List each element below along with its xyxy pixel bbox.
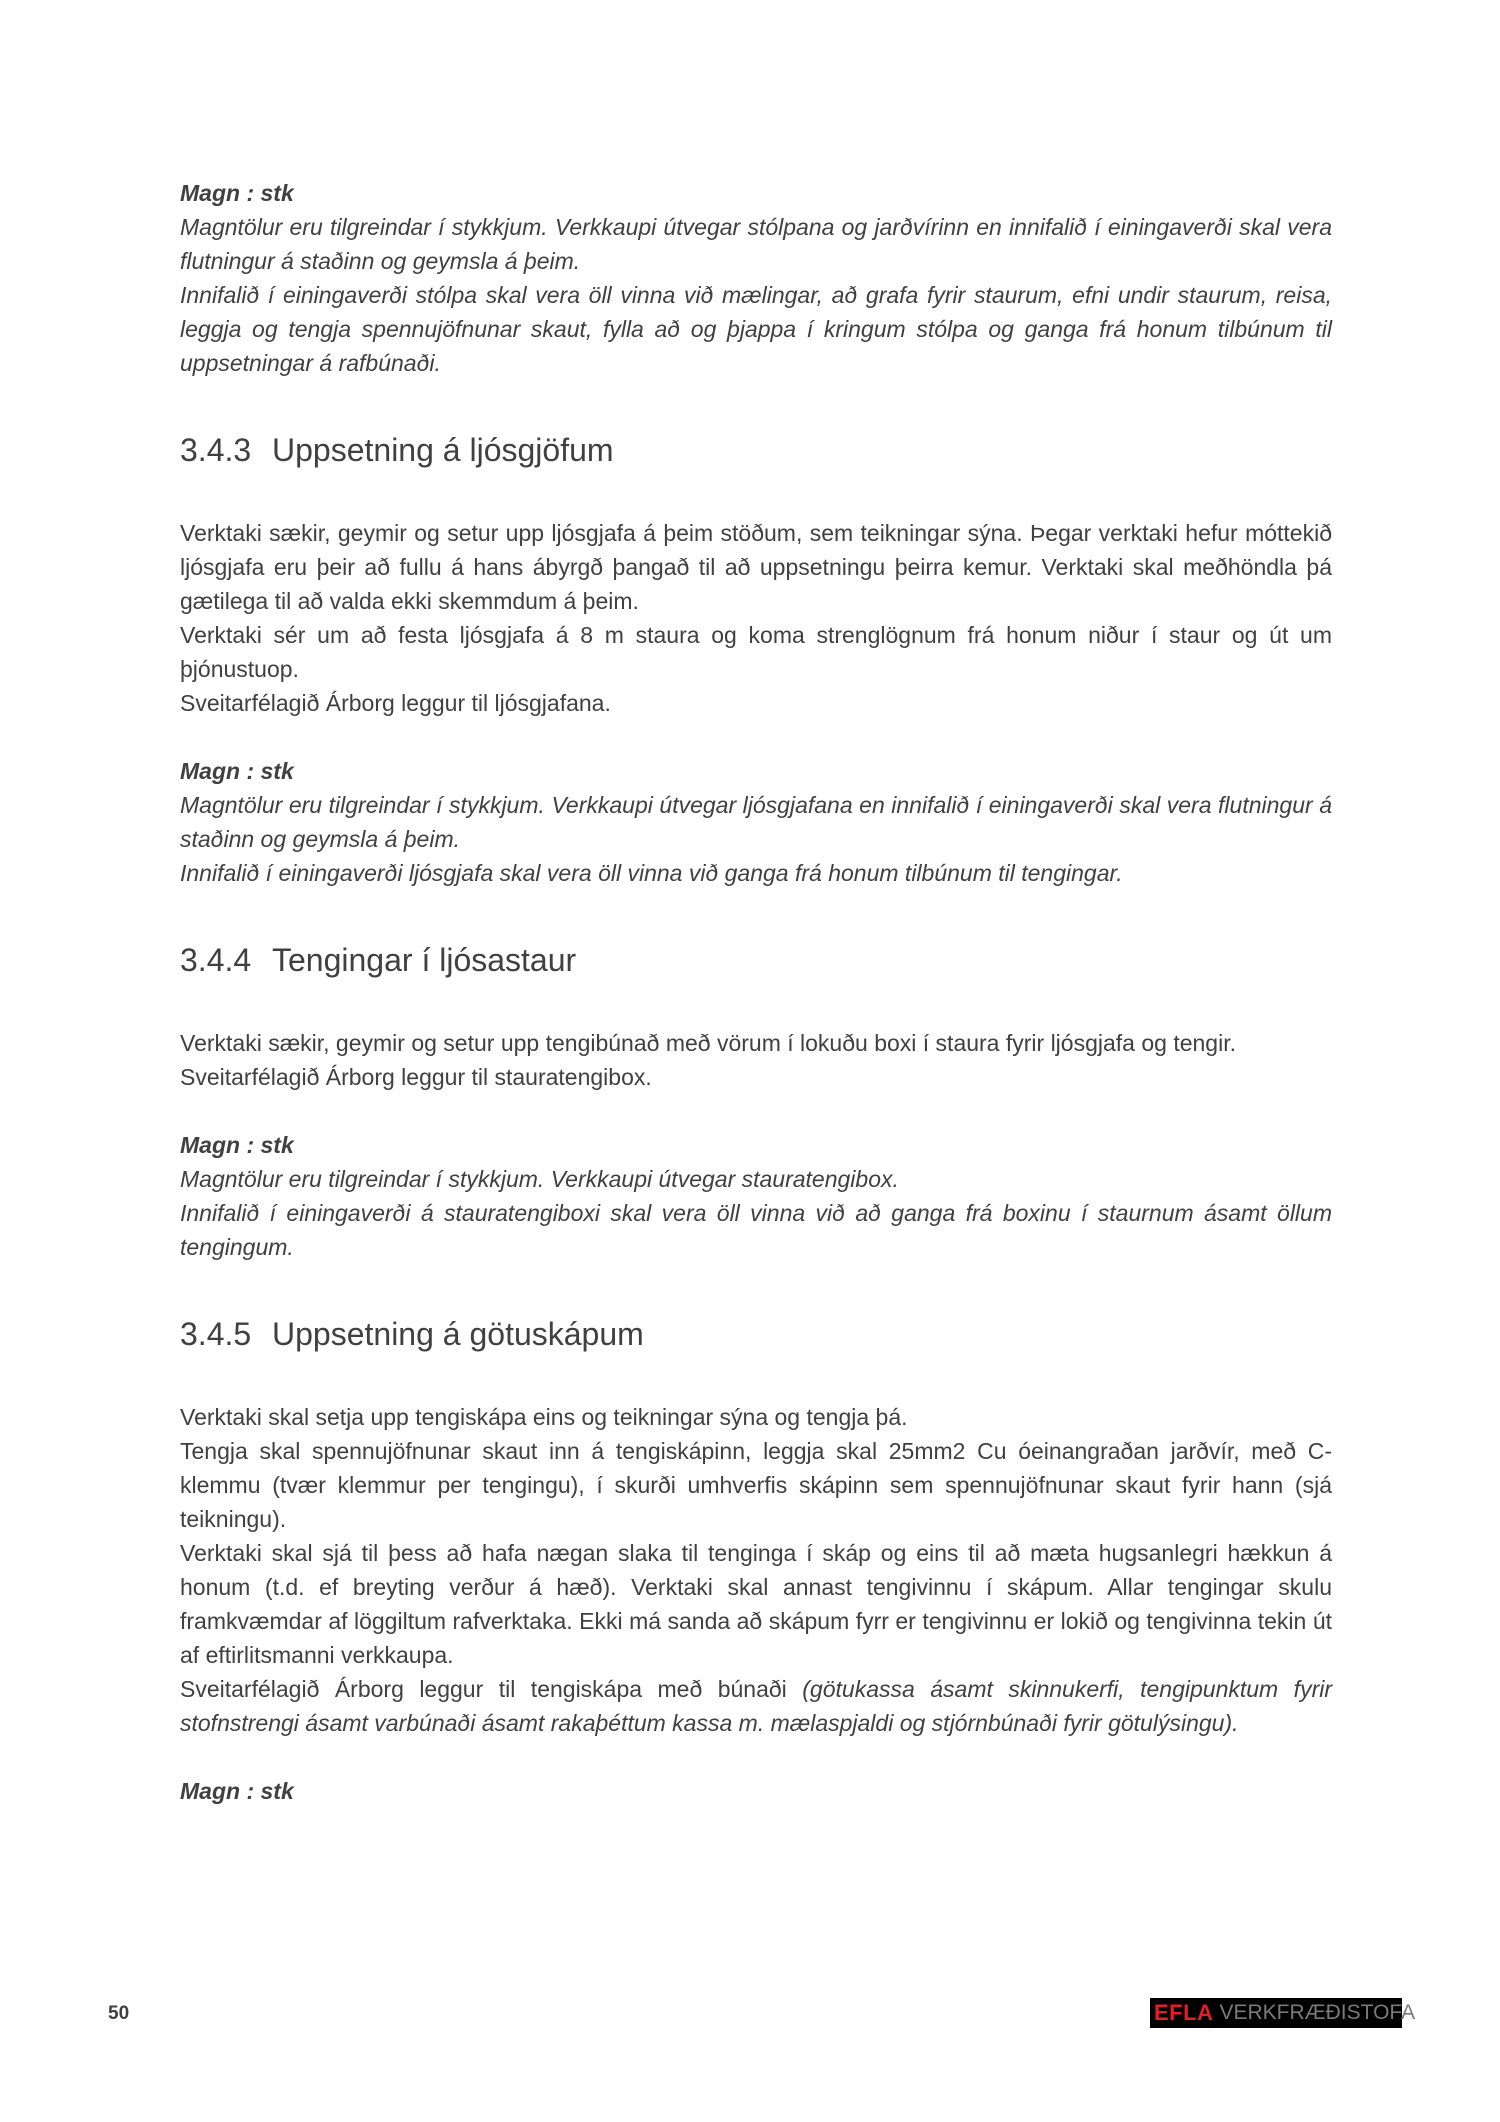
paragraph: Innifalið í einingaverði ljósgjafa skal vera öll vinna við ganga frá honum tilbúnum til tengingar. bbox=[180, 860, 1123, 886]
paragraph-italic-text: (götukassa ásamt skinnukerfi, tengipunktum fyrir stofnstrengi ásamt varbúnaði ásamt rakaþéttum kassa m. mælaspjaldi og stjórnbúnaði fyrir götulýsingu). bbox=[180, 1676, 1332, 1736]
paragraph: Verktaki skal sjá til þess að hafa nægan slaka til tenginga í skáp og eins til að mæta hugsanlegri hækkun á honum (t.d. ef breyting verður á hæð). Verktaki skal annast tengivinnu í skápum. Allar tengingar skulu framkvæmdar af löggiltum rafverktaka. Ekki má sanda að skápum fyrr er tengivinnu er lokið og tengivinna tekin út af eftirlitsmanni verkkaupa. bbox=[180, 1540, 1332, 1668]
paragraph: Magntölur eru tilgreindar í stykkjum. Verkkaupi útvegar stauratengibox. bbox=[180, 1166, 899, 1192]
quantity-label: Magn : stk bbox=[180, 180, 294, 206]
section-heading-3-4-3 bbox=[180, 430, 1332, 470]
paragraph: Sveitarfélagið Árborg leggur til stauratengibox. bbox=[180, 1064, 652, 1090]
paragraph bbox=[180, 1672, 1332, 1740]
section-title: Tengingar í ljósastaur bbox=[272, 942, 577, 978]
logo-subtitle: VERKFRÆÐISTOFA bbox=[1219, 2001, 1416, 2024]
paragraph: Tengja skal spennujöfnunar skaut inn á tengiskápinn, leggja skal 25mm2 Cu óeinangraðan jarðvír, með C-klemmu (tvær klemmur per tengingu), í skurði umhverfis skápinn sem spennujöfnunar skaut fyrir hann (sjá teikningu). bbox=[180, 1438, 1332, 1532]
quantity-label: Magn : stk bbox=[180, 1132, 294, 1158]
paragraph: Magntölur eru tilgreindar í stykkjum. Verkkaupi útvegar stólpana og jarðvírinn en innifalið í einingaverði skal vera flutningur á staðinn og geymsla á þeim. bbox=[180, 214, 1332, 274]
paragraph: Verktaki sér um að festa ljósgjafa á 8 m staura og koma strenglögnum frá honum niður í staur og út um þjónustuop. bbox=[180, 622, 1332, 682]
section-heading-3-4-5 bbox=[180, 1314, 1332, 1354]
section-number: 3.4.3 bbox=[180, 432, 252, 468]
logo-brand: EFLA bbox=[1154, 2000, 1214, 2025]
paragraph: Verktaki sækir, geymir og setur upp ljósgjafa á þeim stöðum, sem teikningar sýna. Þegar verktaki hefur móttekið ljósgjafa eru þeir að fullu á hans ábyrgð þangað til að uppsetningu þeirra kemur. Verktaki skal meðhöndla þá gætilega til að valda ekki skemmdum á þeim. bbox=[180, 520, 1332, 614]
section-number: 3.4.5 bbox=[180, 1316, 252, 1352]
section-title: Uppsetning á ljósgjöfum bbox=[272, 432, 614, 468]
paragraph-text: Sveitarfélagið Árborg leggur til tengiskápa með búnaði bbox=[180, 1676, 803, 1702]
section-heading-3-4-4 bbox=[180, 940, 1332, 980]
page-content bbox=[180, 176, 1332, 1808]
section-title: Uppsetning á götuskápum bbox=[272, 1316, 644, 1352]
paragraph: Innifalið í einingaverði á stauratengiboxi skal vera öll vinna við að ganga frá boxinu í staurnum ásamt öllum tengingum. bbox=[180, 1200, 1332, 1260]
section-number: 3.4.4 bbox=[180, 942, 252, 978]
paragraph: Verktaki sækir, geymir og setur upp tengibúnað með vörum í lokuðu boxi í staura fyrir ljósgjafa og tengir. bbox=[180, 1030, 1236, 1056]
efla-logo bbox=[1150, 1998, 1416, 2028]
page-number: 50 bbox=[108, 2003, 130, 2024]
quantity-label: Magn : stk bbox=[180, 1778, 294, 1804]
paragraph: Innifalið í einingaverði stólpa skal vera öll vinna við mælingar, að grafa fyrir staurum, efni undir staurum, reisa, leggja og tengja spennujöfnunar skaut, fylla að og þjappa í kringum stólpa og ganga frá honum tilbúnum til uppsetningar á rafbúnaði. bbox=[180, 282, 1332, 376]
quantity-label: Magn : stk bbox=[180, 758, 294, 784]
paragraph: Verktaki skal setja upp tengiskápa eins og teikningar sýna og tengja þá. bbox=[180, 1404, 908, 1430]
paragraph: Magntölur eru tilgreindar í stykkjum. Verkkaupi útvegar ljósgjafana en innifalið í einingaverði skal vera flutningur á staðinn og geymsla á þeim. bbox=[180, 792, 1332, 852]
paragraph: Sveitarfélagið Árborg leggur til ljósgjafana. bbox=[180, 690, 611, 716]
